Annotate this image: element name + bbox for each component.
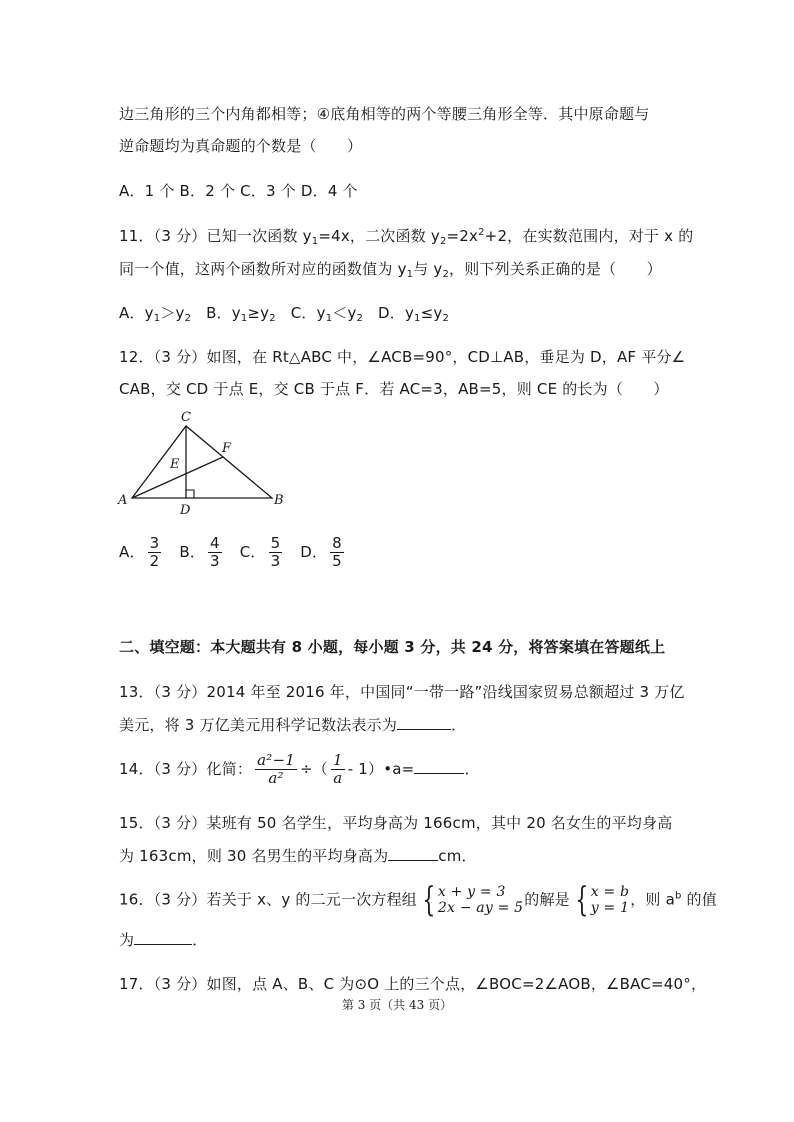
q12-option-a: A． $\frac{3}{2}$ xyxy=(119,534,160,570)
q10-line2: 逆命题均为真命题的个数是（ ） xyxy=(119,137,363,155)
q11-options xyxy=(119,302,449,324)
q13-line1: 13．（3 分）2014 年至 2016 年，中国同“一带一路”沿线国家贸易总额超过 3 万亿 xyxy=(119,683,685,701)
q11-option-a: A．$y_1>y_2$ xyxy=(119,304,192,324)
label-e: E xyxy=(170,457,180,472)
q15-line2: 为 163cm，则 30 名男生的平均身高为 cm． xyxy=(119,847,477,865)
q15-line1: 15．（3 分）某班有 50 名学生，平均身高为 166cm，其中 20 名女生的平均身高 xyxy=(119,814,673,832)
q16-answer-blank[interactable] xyxy=(134,930,192,945)
q15-answer-blank[interactable] xyxy=(388,846,438,861)
q16-solution-system: { x = b y = 1 xyxy=(575,880,630,920)
q12-option-c: C． $\frac{5}{3}$ xyxy=(239,534,281,570)
q12-option-b: B． $\frac{4}{3}$ xyxy=(179,534,220,570)
q11-option-b: B．$y_1\ge y_2$ xyxy=(206,304,276,324)
label-d: D xyxy=(180,503,191,516)
q11-line2: 同一个值，这两个函数所对应的函数值为 $y_1$与 $y_2$，则下列关系正确的是（ ） xyxy=(119,260,662,280)
label-b: B xyxy=(274,493,284,508)
q10-line1: 边三角形的三个内角都相等；④底角相等的两个等腰三角形全等．其中原命题与 xyxy=(119,105,650,123)
q12-line1: 12．（3 分）如图，在 Rt△ABC 中，∠ACB=90°，CD⊥AB，垂足为 D，AF 平分∠ xyxy=(119,348,686,366)
right-angle-mark xyxy=(186,490,194,498)
page-footer: 第 3 页（共 43 页） xyxy=(341,998,453,1012)
q12-options xyxy=(119,535,347,570)
section-2-heading: 二、填空题：本大题共有 8 小题，每小题 3 分，共 24 分，将答案填在答题纸上 xyxy=(119,638,666,656)
q14-line: 14．（3 分）化简： $\frac{\text{a²−1}}{\text{a²}}$ ÷（ $\frac{1}{a}$ - 1）•a= ． xyxy=(119,751,480,787)
q16-line2: 为 ． xyxy=(119,931,208,949)
q12-option-d: D． $\frac{8}{5}$ xyxy=(300,534,342,570)
label-a: A xyxy=(118,493,128,508)
q11-option-c: C．$y_1<y_2$ xyxy=(290,304,364,324)
q16-line1: 16．（3 分）若关于 x、y 的二元一次方程组 { x + y = 3 2x − ay = 5 的解是 { x = b y = 1 ，则 $a^b$ 的值 xyxy=(119,880,717,920)
q14-answer-blank[interactable] xyxy=(414,759,464,774)
triangle-abc xyxy=(132,426,272,498)
q17-line1: 17．（3 分）如图，点 A、B、C 为⊙O 上的三个点，∠BOC=2∠AOB，∠BAC=40°， xyxy=(119,975,707,993)
q13-answer-blank[interactable] xyxy=(397,715,451,730)
q12-line2: CAB，交 CD 于点 E，交 CB 于点 F．若 AC=3，AB=5，则 CE 的长为（ ） xyxy=(119,380,669,398)
q11-line1: 11．（3 分）已知一次函数 $y_1=4x$，二次函数 $y_2=2x^2+2$，在实数范围内，对于 x 的 xyxy=(119,227,694,247)
q10-options: A．1 个 B．2 个 C．3 个 D．4 个 xyxy=(119,182,358,200)
label-c: C xyxy=(181,410,191,425)
q16-equation-system: { x + y = 3 2x − ay = 5 xyxy=(422,880,524,920)
label-f: F xyxy=(222,441,232,456)
q11-option-d: D．$y_1\le y_2$ xyxy=(378,304,450,324)
q12-triangle-figure xyxy=(112,408,292,516)
q13-line2: 美元，将 3 万亿美元用科学记数法表示为 ． xyxy=(119,716,467,734)
